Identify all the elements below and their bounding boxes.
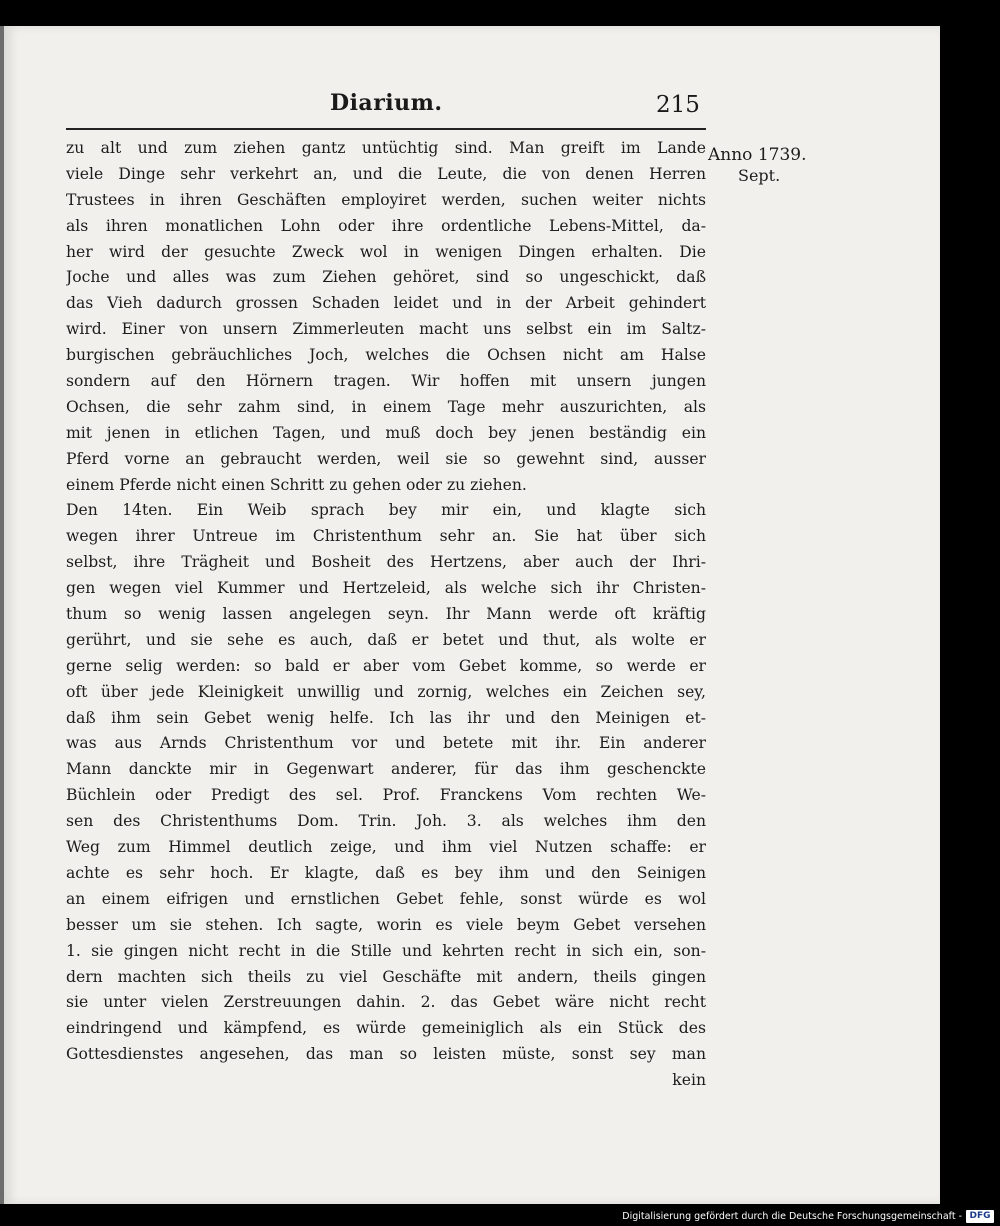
page-number: 215 — [656, 92, 700, 118]
text-line: sen des Christenthums Dom. Trin. Joh. 3. als welches ihm den — [66, 812, 706, 831]
margin-note — [708, 144, 828, 186]
margin-month: Sept. — [738, 166, 781, 185]
text-line: einem Pferde nicht einen Schritt zu gehen oder zu ziehen. — [66, 475, 527, 494]
text-line: dern machten sich theils zu viel Geschäfte mit andern, theils gingen — [66, 967, 706, 986]
text-line: wegen ihrer Untreue im Christenthum sehr an. Sie hat über sich — [66, 527, 706, 546]
text-line: an einem eifrigen und ernstlichen Gebet fehle, sonst würde es wol — [66, 889, 706, 908]
dfg-logo: DFG — [966, 1210, 994, 1223]
text-line: Weg zum Himmel deutlich zeige, und ihm viel Nutzen schaffe: er — [66, 838, 706, 857]
text-line: sondern auf den Hörnern tragen. Wir hoffen mit unsern jungen — [66, 372, 706, 391]
text-line: daß ihm sein Gebet wenig helfe. Ich las ihr und den Meinigen et- — [66, 708, 706, 727]
text-line: sie unter vielen Zerstreuungen dahin. 2. das Gebet wäre nicht recht — [66, 993, 706, 1012]
text-line: mit jenen in etlichen Tagen, und muß doch bey jenen beständig ein — [66, 423, 706, 442]
text-line: Pferd vorne an gebraucht werden, weil sie so gewehnt sind, ausser — [66, 449, 706, 468]
text-line: eindringend und kämpfend, es würde gemeiniglich als ein Stück des — [66, 1019, 706, 1038]
text-line: wird. Einer von unsern Zimmerleuten macht uns selbst ein im Saltz- — [66, 320, 706, 339]
text-line: Trustees in ihren Geschäften employiret werden, suchen weiter nichts — [66, 190, 706, 209]
text-line: als ihren monatlichen Lohn oder ihre ordentliche Lebens-Mittel, da- — [66, 216, 706, 235]
text-line: Büchlein oder Predigt des sel. Prof. Franckens Vom rechten We- — [66, 786, 706, 805]
text-line: das Vieh dadurch grossen Schaden leidet und in der Arbeit gehindert — [66, 294, 706, 313]
text-line: Mann danckte mir in Gegenwart anderer, für das ihm geschenckte — [66, 760, 706, 779]
catchword: kein — [672, 1071, 706, 1090]
text-line: 1. sie gingen nicht recht in die Stille und kehrten recht in sich ein, son- — [66, 941, 706, 960]
text-line: Gottesdienstes angesehen, das man so leisten müste, sonst sey man — [66, 1045, 706, 1064]
text-line: gerne selig werden: so bald er aber vom Gebet komme, so werde er — [66, 656, 706, 675]
text-line: burgischen gebräuchliches Joch, welches die Ochsen nicht am Halse — [66, 346, 706, 365]
text-line: achte es sehr hoch. Er klagte, daß es bey ihm und den Seinigen — [66, 863, 706, 882]
text-line: zu alt und zum ziehen gantz untüchtig sind. Man greift im Lande — [66, 139, 706, 157]
text-line: was aus Arnds Christenthum vor und betete mit ihr. Ein anderer — [66, 734, 706, 753]
text-line: viele Dinge sehr verkehrt an, und die Leute, die von denen Herren — [66, 164, 706, 183]
running-title: Diarium. — [330, 90, 443, 116]
margin-year: Anno 1739. — [708, 145, 807, 165]
text-line: gerührt, und sie sehe es auch, daß er betet und thut, als wolte er — [66, 630, 706, 649]
header-rule — [66, 128, 706, 130]
text-line: Joche und alles was zum Ziehen gehöret, sind so ungeschickt, daß — [66, 268, 706, 287]
text-line: Den 14ten. Ein Weib sprach bey mir ein, und klagte sich — [66, 501, 706, 520]
text-line: oft über jede Kleinigkeit unwillig und zornig, welches ein Zeichen sey, — [66, 682, 706, 701]
text-line: thum so wenig lassen angelegen seyn. Ihr Mann werde oft kräftig — [66, 605, 706, 624]
text-line: besser um sie stehen. Ich sagte, worin es viele beym Gebet versehen — [66, 915, 706, 934]
text-line: her wird der gesuchte Zweck wol in wenigen Dingen erhalten. Die — [66, 242, 706, 261]
digitization-credit: Digitalisierung gefördert durch die Deutsche Forschungsgemeinschaft - — [622, 1211, 962, 1222]
body-text — [66, 136, 706, 1094]
text-line: selbst, ihre Trägheit und Bosheit des Hertzens, aber auch der Ihri- — [66, 553, 706, 572]
text-line: gen wegen viel Kummer und Hertzeleid, als welche sich ihr Christen- — [66, 579, 706, 598]
text-line: Ochsen, die sehr zahm sind, in einem Tage mehr auszurichten, als — [66, 397, 706, 416]
